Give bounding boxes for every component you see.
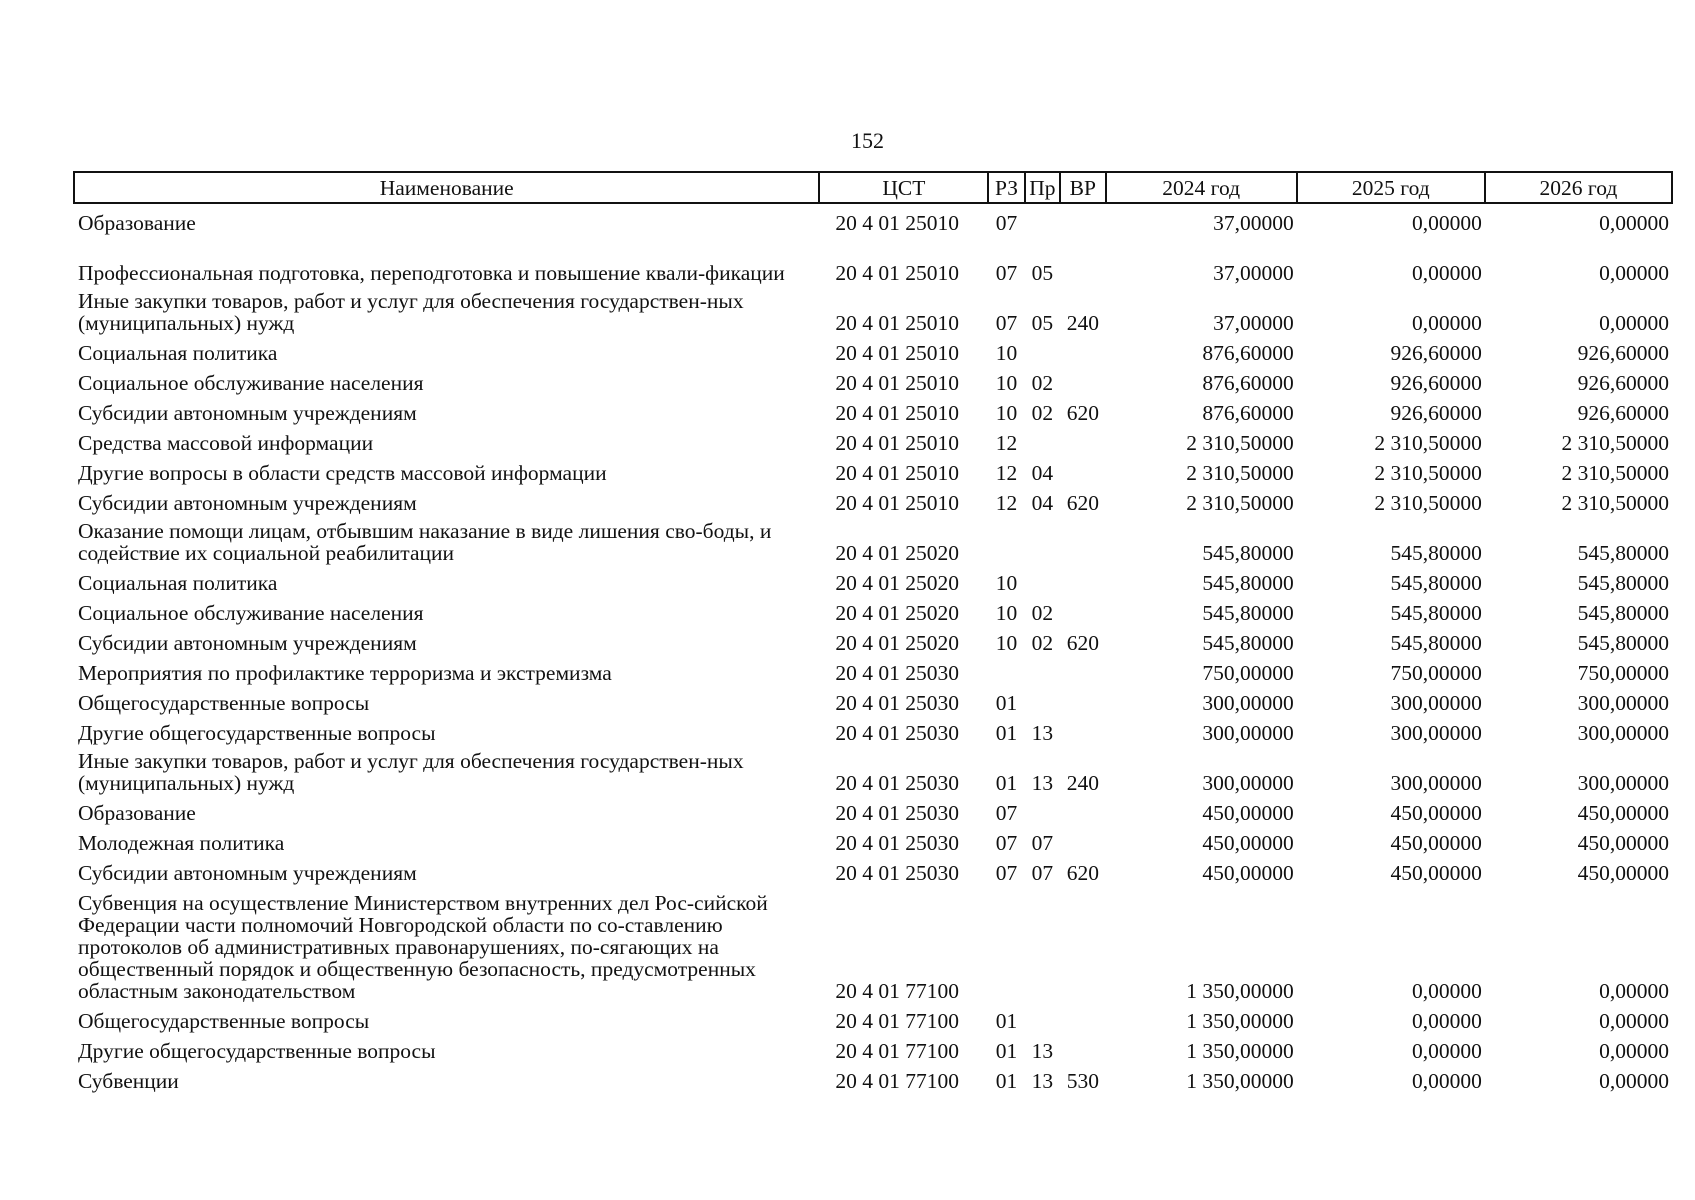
- row-value-2026: 0,00000: [1599, 211, 1669, 235]
- row-value-2025: 0,00000: [1411, 1039, 1482, 1063]
- row-rz: 01: [995, 721, 1018, 745]
- row-cst: 20 4 01 25010: [835, 261, 960, 285]
- row-cst: 20 4 01 25010: [835, 491, 960, 515]
- row-cst: 20 4 01 25030: [835, 831, 960, 855]
- row-cst: 20 4 01 25020: [835, 601, 960, 625]
- table-row: [74, 744, 1672, 794]
- row-value-2025: 450,00000: [1390, 831, 1482, 855]
- row-cst: 20 4 01 25010: [835, 431, 960, 455]
- row-vr: [1060, 334, 1106, 364]
- row-value-2026: 2 310,50000: [1561, 491, 1669, 515]
- row-vr: [1060, 654, 1106, 684]
- row-pr: 13: [1031, 1069, 1054, 1093]
- row-value-2024: 37,00000: [1213, 311, 1294, 335]
- row-value-2024: 300,00000: [1202, 691, 1294, 715]
- table-row: [74, 654, 1672, 684]
- row-value-2026: 545,80000: [1577, 571, 1669, 595]
- row-pr: [1025, 424, 1060, 454]
- row-rz: 07: [995, 261, 1018, 285]
- row-pr: [1025, 334, 1060, 364]
- row-name: Иные закупки товаров, работ и услуг для обеспечения государствен-ных (муниципальных) нужд: [78, 749, 744, 795]
- table-row: [74, 514, 1672, 564]
- row-rz: [988, 514, 1024, 564]
- row-rz: 01: [995, 1009, 1018, 1033]
- row-value-2026: 300,00000: [1577, 721, 1669, 745]
- row-value-2025: 300,00000: [1390, 691, 1482, 715]
- row-name: Профессиональная подготовка, переподготовка и повышение квали-фикации: [78, 261, 785, 285]
- row-value-2026: 0,00000: [1599, 1009, 1669, 1033]
- row-rz: 01: [995, 1039, 1018, 1063]
- row-value-2026: 0,00000: [1599, 979, 1669, 1003]
- row-value-2026: 750,00000: [1577, 661, 1669, 685]
- row-vr: [1060, 684, 1106, 714]
- row-vr: 240: [1066, 311, 1099, 335]
- row-pr: 13: [1031, 721, 1054, 745]
- row-value-2024: 876,60000: [1202, 401, 1294, 425]
- row-cst: 20 4 01 25030: [835, 801, 960, 825]
- row-vr: [1060, 564, 1106, 594]
- row-value-2025: 926,60000: [1390, 371, 1482, 395]
- row-value-2024: 1 350,00000: [1186, 1009, 1294, 1033]
- row-value-2024: 545,80000: [1202, 601, 1294, 625]
- row-value-2026: 926,60000: [1577, 401, 1669, 425]
- row-pr: [1025, 884, 1060, 1002]
- table-row: [74, 1032, 1672, 1062]
- row-cst: 20 4 01 77100: [835, 1039, 960, 1063]
- row-pr: 02: [1031, 601, 1054, 625]
- table-row: [74, 203, 1672, 234]
- row-value-2025: 300,00000: [1390, 771, 1482, 795]
- row-pr: 07: [1031, 831, 1054, 855]
- row-cst: 20 4 01 25010: [835, 311, 960, 335]
- row-value-2025: 2 310,50000: [1374, 461, 1482, 485]
- row-rz: 01: [995, 771, 1018, 795]
- row-cst: 20 4 01 25030: [835, 691, 960, 715]
- row-pr: 04: [1031, 461, 1054, 485]
- row-cst: 20 4 01 25020: [835, 571, 960, 595]
- row-pr: 05: [1031, 311, 1054, 335]
- row-name: Образование: [78, 801, 196, 825]
- table-row: [74, 1002, 1672, 1032]
- row-name: Социальная политика: [78, 341, 278, 365]
- header-vr: ВР: [1060, 172, 1106, 203]
- row-vr: [1060, 454, 1106, 484]
- row-value-2026: 926,60000: [1577, 371, 1669, 395]
- row-value-2026: 2 310,50000: [1561, 461, 1669, 485]
- table-row: [74, 714, 1672, 744]
- row-value-2024: 450,00000: [1202, 861, 1294, 885]
- table-body: [74, 203, 1672, 1092]
- row-rz: 10: [995, 371, 1018, 395]
- row-value-2024: 876,60000: [1202, 341, 1294, 365]
- row-pr: [1025, 1002, 1060, 1032]
- row-rz: [988, 884, 1024, 1002]
- row-value-2026: 0,00000: [1599, 261, 1669, 285]
- row-name: Субвенции: [78, 1069, 179, 1093]
- row-pr: [1025, 794, 1060, 824]
- row-name: Общегосударственные вопросы: [78, 691, 370, 715]
- row-name: Оказание помощи лицам, отбывшим наказание в виде лишения сво-боды, и содействие их социальной реабилитации: [78, 519, 772, 565]
- row-cst: 20 4 01 25030: [835, 661, 960, 685]
- row-value-2026: 926,60000: [1577, 341, 1669, 365]
- row-name: Молодежная политика: [78, 831, 285, 855]
- row-value-2025: 0,00000: [1411, 211, 1482, 235]
- row-rz: [988, 654, 1024, 684]
- row-vr: [1060, 234, 1106, 284]
- row-value-2025: 0,00000: [1411, 1069, 1482, 1093]
- row-vr: [1060, 514, 1106, 564]
- table-row: [74, 454, 1672, 484]
- row-value-2024: 2 310,50000: [1186, 461, 1294, 485]
- row-name: Другие общегосударственные вопросы: [78, 721, 436, 745]
- table-row: [74, 234, 1672, 284]
- row-value-2025: 2 310,50000: [1374, 491, 1482, 515]
- header-2025: 2025 год: [1297, 172, 1485, 203]
- row-value-2025: 545,80000: [1390, 541, 1482, 565]
- row-vr: [1060, 203, 1106, 234]
- page-number: 152: [851, 128, 884, 153]
- header-cst: ЦСТ: [819, 172, 988, 203]
- row-vr: [1060, 824, 1106, 854]
- table-header: [74, 172, 1672, 203]
- table-row: [74, 624, 1672, 654]
- row-rz: 10: [995, 601, 1018, 625]
- row-pr: 04: [1031, 491, 1054, 515]
- row-value-2026: 0,00000: [1599, 311, 1669, 335]
- row-vr: 620: [1066, 631, 1099, 655]
- row-value-2024: 450,00000: [1202, 801, 1294, 825]
- row-name: Социальное обслуживание населения: [78, 601, 424, 625]
- header-2024: 2024 год: [1106, 172, 1297, 203]
- row-vr: [1060, 364, 1106, 394]
- row-value-2025: 300,00000: [1390, 721, 1482, 745]
- row-rz: 07: [995, 801, 1018, 825]
- row-value-2026: 0,00000: [1599, 1069, 1669, 1093]
- row-value-2024: 300,00000: [1202, 721, 1294, 745]
- row-pr: 05: [1031, 261, 1054, 285]
- row-rz: 10: [995, 571, 1018, 595]
- row-pr: [1025, 684, 1060, 714]
- row-value-2024: 545,80000: [1202, 631, 1294, 655]
- row-value-2025: 450,00000: [1390, 861, 1482, 885]
- row-value-2025: 545,80000: [1390, 571, 1482, 595]
- row-cst: 20 4 01 25010: [835, 371, 960, 395]
- row-value-2026: 450,00000: [1577, 861, 1669, 885]
- row-value-2026: 0,00000: [1599, 1039, 1669, 1063]
- row-value-2024: 1 350,00000: [1186, 979, 1294, 1003]
- row-value-2025: 545,80000: [1390, 601, 1482, 625]
- row-pr: 13: [1031, 771, 1054, 795]
- row-name: Мероприятия по профилактике терроризма и экстремизма: [78, 661, 612, 685]
- row-cst: 20 4 01 25010: [835, 401, 960, 425]
- table-row: [74, 334, 1672, 364]
- row-name: Социальная политика: [78, 571, 278, 595]
- row-cst: 20 4 01 25010: [835, 211, 960, 235]
- row-rz: 07: [995, 311, 1018, 335]
- row-rz: 10: [995, 401, 1018, 425]
- table-row: [74, 684, 1672, 714]
- row-rz: 10: [995, 341, 1018, 365]
- row-name: Другие вопросы в области средств массовой информации: [78, 461, 607, 485]
- row-value-2025: 750,00000: [1390, 661, 1482, 685]
- row-vr: 620: [1066, 861, 1099, 885]
- row-pr: 02: [1031, 631, 1054, 655]
- row-cst: 20 4 01 77100: [835, 1009, 960, 1033]
- row-name: Образование: [78, 211, 196, 235]
- row-value-2025: 926,60000: [1390, 401, 1482, 425]
- row-value-2024: 2 310,50000: [1186, 491, 1294, 515]
- header-name: Наименование: [74, 172, 819, 203]
- row-rz: 12: [995, 461, 1018, 485]
- row-rz: 07: [995, 211, 1018, 235]
- row-value-2025: 0,00000: [1411, 1009, 1482, 1033]
- table-row: [74, 594, 1672, 624]
- table-row: [74, 854, 1672, 884]
- row-rz: 10: [995, 631, 1018, 655]
- row-pr: [1025, 654, 1060, 684]
- table-row: [74, 484, 1672, 514]
- row-name: Субсидии автономным учреждениям: [78, 861, 417, 885]
- row-rz: 01: [995, 1069, 1018, 1093]
- row-vr: [1060, 1032, 1106, 1062]
- row-value-2025: 2 310,50000: [1374, 431, 1482, 455]
- row-value-2025: 0,00000: [1411, 311, 1482, 335]
- table-row: [74, 364, 1672, 394]
- row-cst: 20 4 01 25020: [835, 631, 960, 655]
- row-cst: 20 4 01 25020: [835, 541, 960, 565]
- row-vr: [1060, 794, 1106, 824]
- row-rz: 12: [995, 431, 1018, 455]
- table-row: [74, 394, 1672, 424]
- row-pr: 07: [1031, 861, 1054, 885]
- row-value-2024: 2 310,50000: [1186, 431, 1294, 455]
- header-rz: РЗ: [988, 172, 1024, 203]
- row-value-2026: 450,00000: [1577, 801, 1669, 825]
- row-value-2024: 750,00000: [1202, 661, 1294, 685]
- row-rz: 07: [995, 861, 1018, 885]
- row-value-2026: 300,00000: [1577, 691, 1669, 715]
- row-vr: 620: [1066, 401, 1099, 425]
- row-vr: 530: [1066, 1069, 1099, 1093]
- row-name: Субвенция на осуществление Министерством внутренних дел Рос-сийской Федерации части полномочий Новгородской области по со-ставлению протоколов об административных правонарушениях, по-сягающих на общественный порядок и общественную безопасность, предусмотренных областным законодательством: [78, 891, 768, 1003]
- row-vr: [1060, 594, 1106, 624]
- row-vr: [1060, 1002, 1106, 1032]
- table-row: [74, 884, 1672, 1002]
- table-row: [74, 284, 1672, 334]
- table-row: [74, 824, 1672, 854]
- row-name: Социальное обслуживание населения: [78, 371, 424, 395]
- row-value-2024: 545,80000: [1202, 541, 1294, 565]
- row-pr: [1025, 564, 1060, 594]
- row-vr: 240: [1066, 771, 1099, 795]
- row-pr: 02: [1031, 401, 1054, 425]
- table-row: [74, 424, 1672, 454]
- row-cst: 20 4 01 25030: [835, 861, 960, 885]
- table-row: [74, 1062, 1672, 1092]
- row-name: Средства массовой информации: [78, 431, 374, 455]
- row-value-2024: 37,00000: [1213, 211, 1294, 235]
- row-vr: [1060, 884, 1106, 1002]
- row-value-2024: 545,80000: [1202, 571, 1294, 595]
- header-2026: 2026 год: [1485, 172, 1672, 203]
- row-pr: [1025, 203, 1060, 234]
- row-rz: 12: [995, 491, 1018, 515]
- row-value-2025: 0,00000: [1411, 261, 1482, 285]
- row-value-2026: 545,80000: [1577, 601, 1669, 625]
- row-cst: 20 4 01 77100: [835, 979, 960, 1003]
- row-value-2025: 926,60000: [1390, 341, 1482, 365]
- row-value-2024: 1 350,00000: [1186, 1039, 1294, 1063]
- row-value-2024: 1 350,00000: [1186, 1069, 1294, 1093]
- row-value-2024: 300,00000: [1202, 771, 1294, 795]
- row-pr: 13: [1031, 1039, 1054, 1063]
- row-value-2026: 300,00000: [1577, 771, 1669, 795]
- row-name: Общегосударственные вопросы: [78, 1009, 370, 1033]
- row-name: Субсидии автономным учреждениям: [78, 401, 417, 425]
- row-cst: 20 4 01 25010: [835, 461, 960, 485]
- row-value-2026: 2 310,50000: [1561, 431, 1669, 455]
- row-value-2025: 450,00000: [1390, 801, 1482, 825]
- row-rz: 07: [995, 831, 1018, 855]
- row-name: Другие общегосударственные вопросы: [78, 1039, 436, 1063]
- row-value-2026: 545,80000: [1577, 541, 1669, 565]
- table-row: [74, 794, 1672, 824]
- row-cst: 20 4 01 25030: [835, 721, 960, 745]
- row-vr: [1060, 714, 1106, 744]
- header-pr: Пр: [1025, 172, 1060, 203]
- row-name: Иные закупки товаров, работ и услуг для обеспечения государствен-ных (муниципальных) нужд: [78, 289, 744, 335]
- row-name: Субсидии автономным учреждениям: [78, 631, 417, 655]
- row-vr: [1060, 424, 1106, 454]
- row-value-2024: 876,60000: [1202, 371, 1294, 395]
- row-value-2026: 450,00000: [1577, 831, 1669, 855]
- row-vr: 620: [1066, 491, 1099, 515]
- row-cst: 20 4 01 25030: [835, 771, 960, 795]
- row-pr: 02: [1031, 371, 1054, 395]
- table-row: [74, 564, 1672, 594]
- row-cst: 20 4 01 25010: [835, 341, 960, 365]
- row-value-2025: 0,00000: [1411, 979, 1482, 1003]
- row-value-2026: 545,80000: [1577, 631, 1669, 655]
- row-pr: [1025, 514, 1060, 564]
- budget-table: [73, 171, 1673, 1092]
- row-value-2024: 37,00000: [1213, 261, 1294, 285]
- row-rz: 01: [995, 691, 1018, 715]
- row-name: Субсидии автономным учреждениям: [78, 491, 417, 515]
- row-value-2025: 545,80000: [1390, 631, 1482, 655]
- row-value-2024: 450,00000: [1202, 831, 1294, 855]
- row-cst: 20 4 01 77100: [835, 1069, 960, 1093]
